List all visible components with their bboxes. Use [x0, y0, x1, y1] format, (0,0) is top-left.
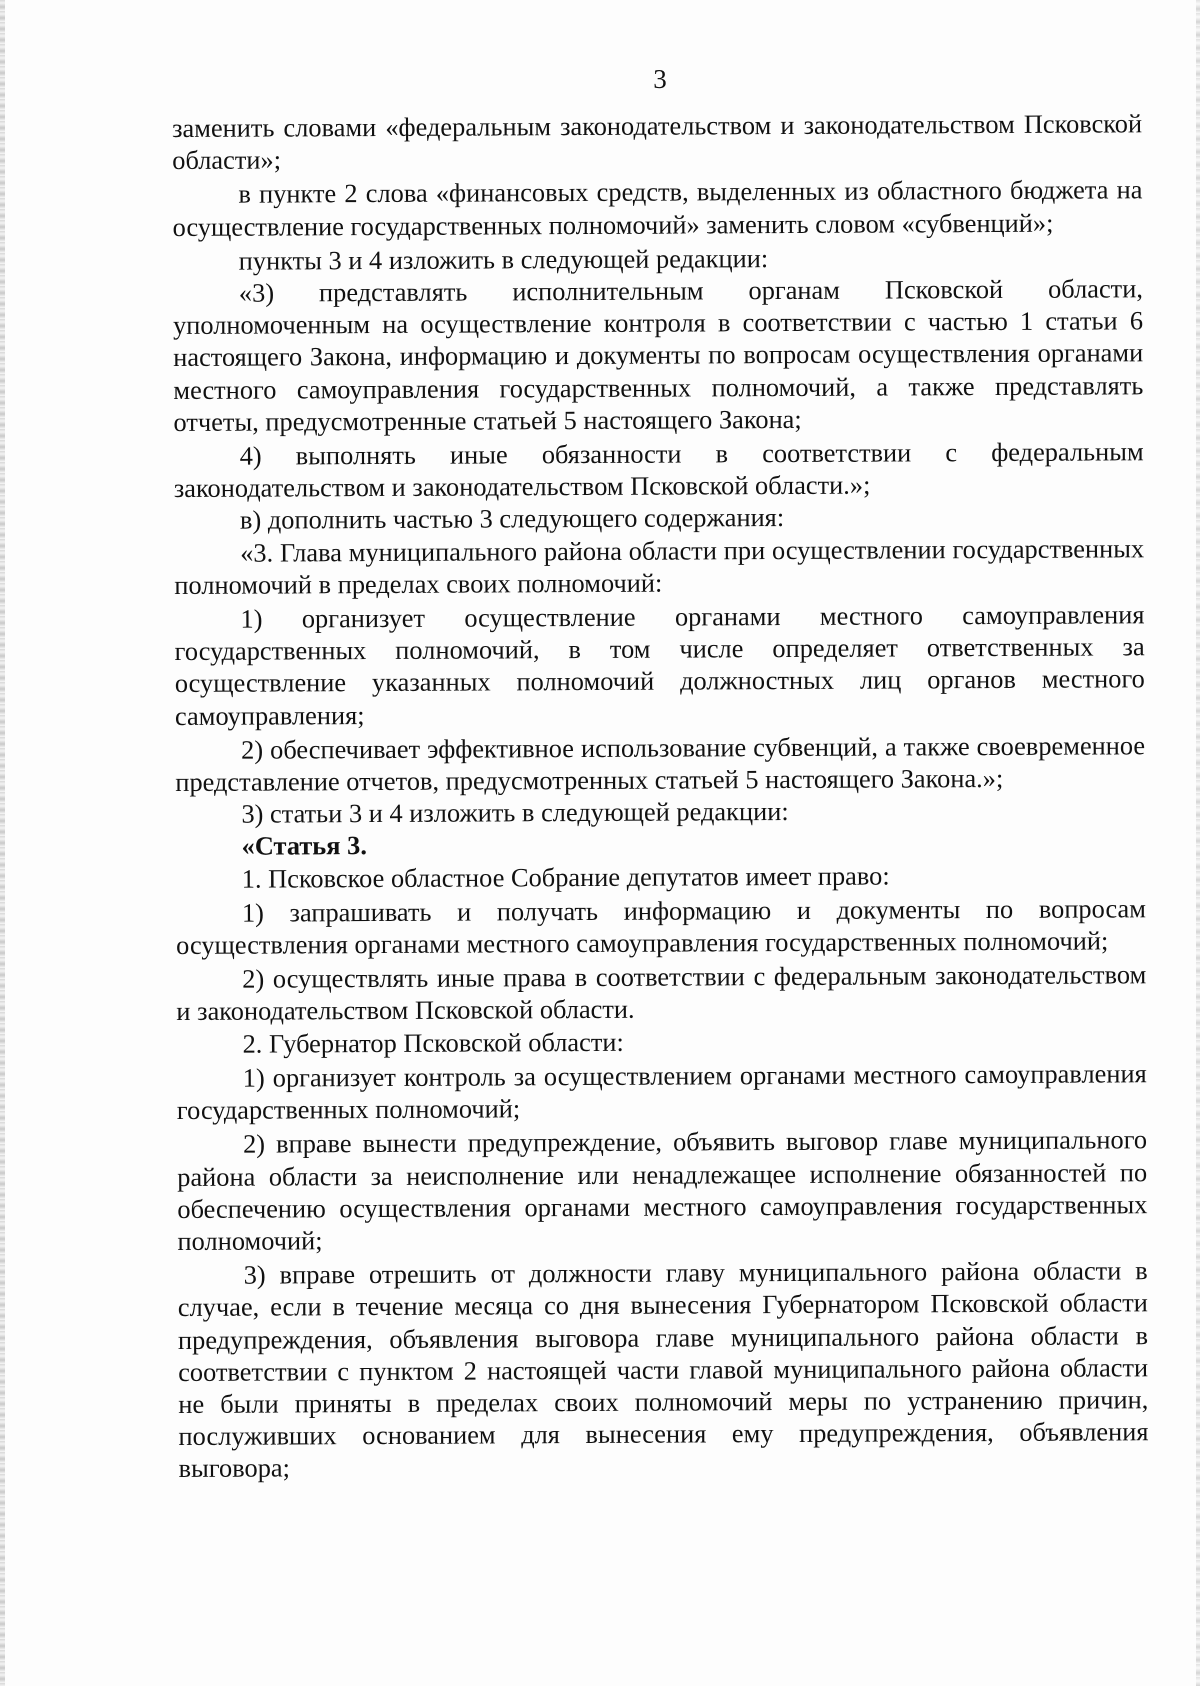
paragraph-part-3: «3. Глава муниципального района области при осуществлении государственных полномочий в пределах своих полномочий:	[174, 532, 1145, 600]
paragraph-item-3: «3) представлять исполнительным органам Псковской области, уполномоченным на осуществление контроля в соответствии с частью 1 статьи 6 настоящего Закона, информацию и документы по вопросам осуществления органами местного самоуправления государственных полномочий, а также представлять отчеты, предусмотренные статьей 5 настоящего Закона;	[172, 273, 1144, 437]
paragraph-part-3-intro: в) дополнить частью 3 следующего содержания:	[239, 502, 785, 536]
paragraph-part-3-item-2: 2) обеспечивает эффективное использование субвенций, а также своевременное представление отчетов, предусмотренных статьей 5 настоящего Закона.»;	[175, 730, 1146, 798]
page-number: 3	[653, 64, 667, 94]
article-3-part-1-item-1: 1) запрашивать и получать информацию и документы по вопросам осуществления органами местного самоуправления государственных полномочий;	[175, 893, 1146, 961]
paragraph-part-3-item-1: 1) организует осуществление органами местного самоуправления государственных полномочий, в том числе определяет ответственных за осуществление указанных полномочий должностных лиц органов местного самоуправления;	[174, 599, 1145, 731]
paragraph-points-3-4-intro: пункты 3 и 4 изложить в следующей редакции:	[238, 242, 769, 276]
article-3-part-1-item-2: 2) осуществлять иные права в соответствии с федеральным законодательством и законодательством Псковской области.	[176, 959, 1147, 1027]
article-3-part-2: 2. Губернатор Псковской области:	[242, 1026, 624, 1059]
article-3-part-2-item-3: 3) вправе отрешить от должности главу муниципального района области в случае, если в течение месяца со дня вынесения Губернатором Псковской области предупреждения, объявления выговора главе муниципального района области в соответствии с пунктом 2 настоящей части главой муниципального района области не были приняты в пределах своих полномочий меры по устранению причин, послуживших основанием для вынесения ему предупреждения, объявления выговора;	[177, 1255, 1149, 1484]
scan-edge-left	[0, 0, 5, 1686]
article-3-part-2-item-1: 1) организует контроль за осуществлением органами местного самоуправления государственных полномочий;	[176, 1058, 1147, 1126]
paragraph-item-4: 4) выполнять иные обязанности в соответствии с федеральным законодательством и законодательством Псковской области.»;	[173, 436, 1144, 504]
paragraph-continuation: заменить словами «федеральным законодательством и законодательством Псковской области»;	[172, 108, 1143, 176]
paragraph-point-2-amendment: в пункте 2 слова «финансовых средств, выделенных из областного бюджета на осуществление государственных полномочий» заменить словом «субвенций»;	[172, 174, 1143, 242]
document-body	[172, 107, 1149, 1484]
article-3-part-1: 1. Псковское областное Собрание депутатов имеет право:	[241, 860, 890, 894]
paragraph-articles-3-4-intro: 3) статьи 3 и 4 изложить в следующей редакции:	[241, 796, 789, 829]
article-3-heading: «Статья 3.	[241, 830, 367, 862]
scan-edge-right	[1196, 0, 1200, 1686]
article-3-part-2-item-2: 2) вправе вынести предупреждение, объявить выговор главе муниципального района области за неисполнение или ненадлежащее исполнение обязанностей по обеспечению осуществления органами местного самоуправления государственных полномочий;	[177, 1124, 1148, 1256]
